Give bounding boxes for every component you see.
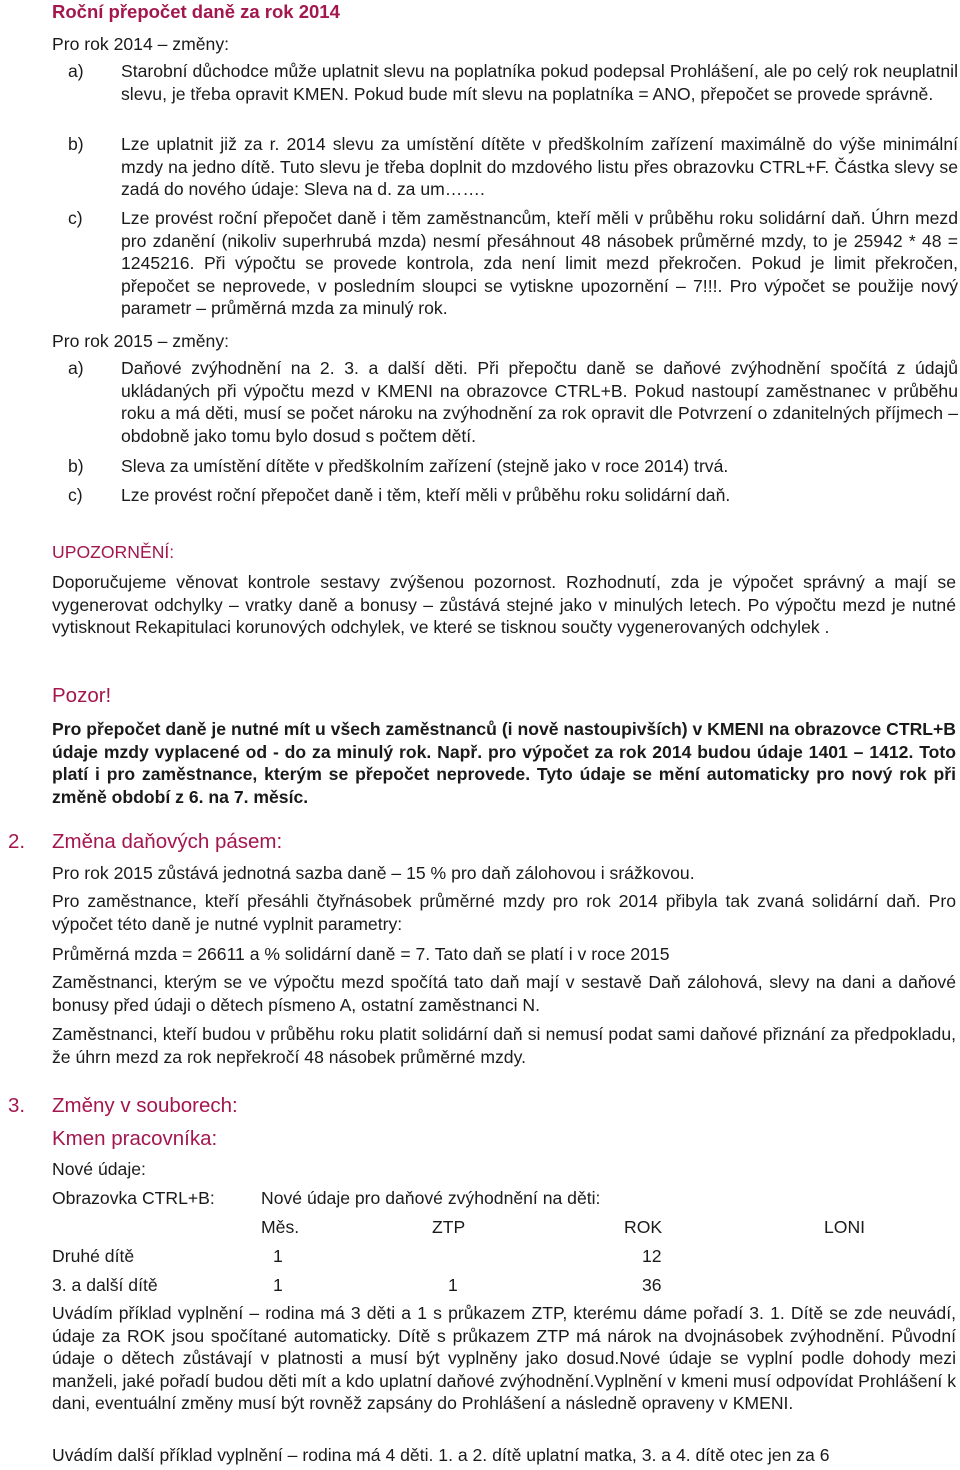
subheading-2015: Pro rok 2015 – změny: <box>52 331 230 351</box>
section-heading: Změny v souborech: <box>52 1094 238 1117</box>
warning-heading: UPOZORNĚNÍ: <box>52 542 175 562</box>
section-number: 2. <box>8 830 26 853</box>
table-cell-mes: 1 <box>273 1275 283 1295</box>
list-item <box>68 357 958 447</box>
new-data-label: Nové údaje: <box>52 1159 146 1179</box>
list-item <box>68 484 958 507</box>
table-cell-rok: 12 <box>642 1246 662 1266</box>
paragraph: Průměrná mzda = 26611 a % solidární daně = 7. Tato daň se platí i v roce 2015 <box>52 944 670 964</box>
list-item-letter: c) <box>68 208 83 228</box>
pozor-text: Pro přepočet daně je nutné mít u všech zaměstnanců (i nově nastoupivších) v KMENI na obrazovce CTRL+B údaje mzdy vyplacené od - do za minulý rok. Např. pro výpočet za rok 2014 budou údaje 1401 – 1412. Toto platí i pro zaměstnance, kterým se přepočet neprovede. Tyto údaje se mění automaticky pro nový rok při změně období z 6. na 7. měsíc. <box>52 719 956 807</box>
warning-text: Doporučujeme věnovat kontrole sestavy zvýšenou pozornost. Rozhodnutí, zda je výpočet správný a mají se vygenerovat odchylky – vratky daně a bonusy – zůstává stejné jako v minulých letech. Po výpočtu mezd je nutné vytisknout Rekapitulaci korunových odchylek, ve které se tisknou součty vygenerovaných odchylek . <box>52 572 956 637</box>
list-item-letter: c) <box>68 485 83 505</box>
list-item-text: Sleva za umístění dítěte v předškolním zařízení (stejně jako v roce 2014) trvá. <box>121 456 729 476</box>
list-item-text: Starobní důchodce může uplatnit slevu na poplatníka pokud podepsal Prohlášení, ale po celý rok neuplatnil slevu, je třeba opravit KMEN. Pokud bude mít slevu na poplatníka = ANO, přepočet se provede správně. <box>121 61 958 104</box>
list-item <box>68 60 958 105</box>
list-item <box>68 207 958 320</box>
table-row-label: Druhé dítě <box>52 1246 135 1266</box>
table-header-row <box>0 1216 960 1240</box>
list-item <box>68 455 958 478</box>
section-number: 3. <box>8 1094 26 1117</box>
table-header-cell: Měs. <box>261 1217 300 1237</box>
list-item-letter: a) <box>68 358 84 378</box>
subsection-heading: Kmen pracovníka: <box>52 1127 218 1150</box>
list-item-letter: a) <box>68 61 84 81</box>
paragraph: Uvádím příklad vyplnění – rodina má 3 děti a 1 s průkazem ZTP, kterému dáme pořadí 3. 1. Dítě se zde neuvádí, údaje za ROK jsou spočítané automaticky. Dítě s průkazem ZTP má nárok na dvojnásobek zvýhodnění. Původní údaje o dětech zůstávají v platnosti a musí být vyplněny jako dosud.Nové údaje se vyplní podle dohody mezi manželi, jaké pořadí budou děti mít a kdo uplatní daňové zvýhodnění.Vyplnění v kmeni musí odpovídat Prohlášení k dani, eventuální změny musí být rovněž zapsány do Prohlášení a následně opraveny v KMENI. <box>52 1303 956 1413</box>
paragraph: Zaměstnanci, kterým se ve výpočtu mezd spočítá tato daň mají v sestavě Daň zálohová, slevy na dani a daňové bonusy před údaji o dětech písmeno A, ostatní zaměstnanci N. <box>52 972 956 1015</box>
list-item-letter: b) <box>68 456 84 476</box>
pozor-heading: Pozor! <box>52 684 112 707</box>
table-row <box>0 1274 960 1298</box>
paragraph: Pro zaměstnance, kteří přesáhli čtyřnásobek průměrné mzdy pro rok 2014 přibyla tak zvaná solidární daň. Pro výpočet této daně je nutné vyplnit parametry: <box>52 891 956 934</box>
list-item-letter: b) <box>68 134 84 154</box>
paragraph: Uvádím další příklad vyplnění – rodina má 4 děti. 1. a 2. dítě uplatní matka, 3. a 4. dítě otec jen za 6 <box>52 1445 830 1465</box>
table-header-cell: ROK <box>624 1217 663 1237</box>
table-header-cell: LONI <box>824 1217 866 1237</box>
list-item <box>68 133 958 201</box>
screen-label: Obrazovka CTRL+B: <box>52 1188 215 1208</box>
table-header-cell: ZTP <box>432 1217 466 1237</box>
list-item-text: Lze provést roční přepočet daně i těm, kteří měli v průběhu roku solidární daň. <box>121 485 731 505</box>
list-item-text: Lze provést roční přepočet daně i těm zaměstnancům, kteří měli v průběhu roku solidární daň. Úhrn mezd pro zdanění (nikoliv superhrubá mzda) nesmí přesáhnout 48 násobek průměrné mzdy, to je 25942 * 48 = 1245216. Při výpočtu se provede kontrola, zda není limit mezd překročen. Pokud je limit překročen, přepočet se neprovede, v posledním sloupci se vytiskne upozornění – 7!!!. Pro výpočet se použije nový parametr – průměrná mzda za minulý rok. <box>121 208 958 318</box>
list-item-text: Daňové zvýhodnění na 2. 3. a další děti. Při přepočtu daně se daňové zvýhodnění spočítá z údajů ukládaných při výpočtu mezd v KMENI na obrazovce CTRL+B. Pokud nastoupí zaměstnanec v průběhu roku a má děti, musí se počet nároku na zvýhodnění za rok opravit dle Potvrzení o zdanitelných příjmech – obdobně jako tomu bylo dosud s počtem dětí. <box>121 358 958 446</box>
table-cell-rok: 36 <box>642 1275 662 1295</box>
table-row-label: 3. a další dítě <box>52 1275 158 1295</box>
screen-description: Nové údaje pro daňové zvýhodnění na děti: <box>261 1188 601 1208</box>
table-row <box>0 1245 960 1269</box>
section-heading: Změna daňových pásem: <box>52 830 283 853</box>
table-cell-mes: 1 <box>273 1246 283 1266</box>
paragraph: Pro rok 2015 zůstává jednotná sazba daně – 15 % pro daň zálohovou i srážkovou. <box>52 863 695 883</box>
table-cell-ztp: 1 <box>448 1275 458 1295</box>
list-item-text: Lze uplatnit již za r. 2014 slevu za umístění dítěte v předškolním zařízení maximálně do výše minimální mzdy na jedno dítě. Tuto slevu je třeba doplnit do mzdového listu přes obrazovku CTRL+F. Částka slevy se zadá do nového údaje: Sleva na d. za um……. <box>121 134 958 199</box>
subheading-2014: Pro rok 2014 – změny: <box>52 34 230 54</box>
paragraph: Zaměstnanci, kteří budou v průběhu roku platit solidární daň si nemusí podat sami daňové přiznání za předpokladu, že úhrn mezd za rok nepřekročí 48 násobek průměrné mzdy. <box>52 1024 956 1067</box>
section-title: Roční přepočet daně za rok 2014 <box>52 1 340 22</box>
